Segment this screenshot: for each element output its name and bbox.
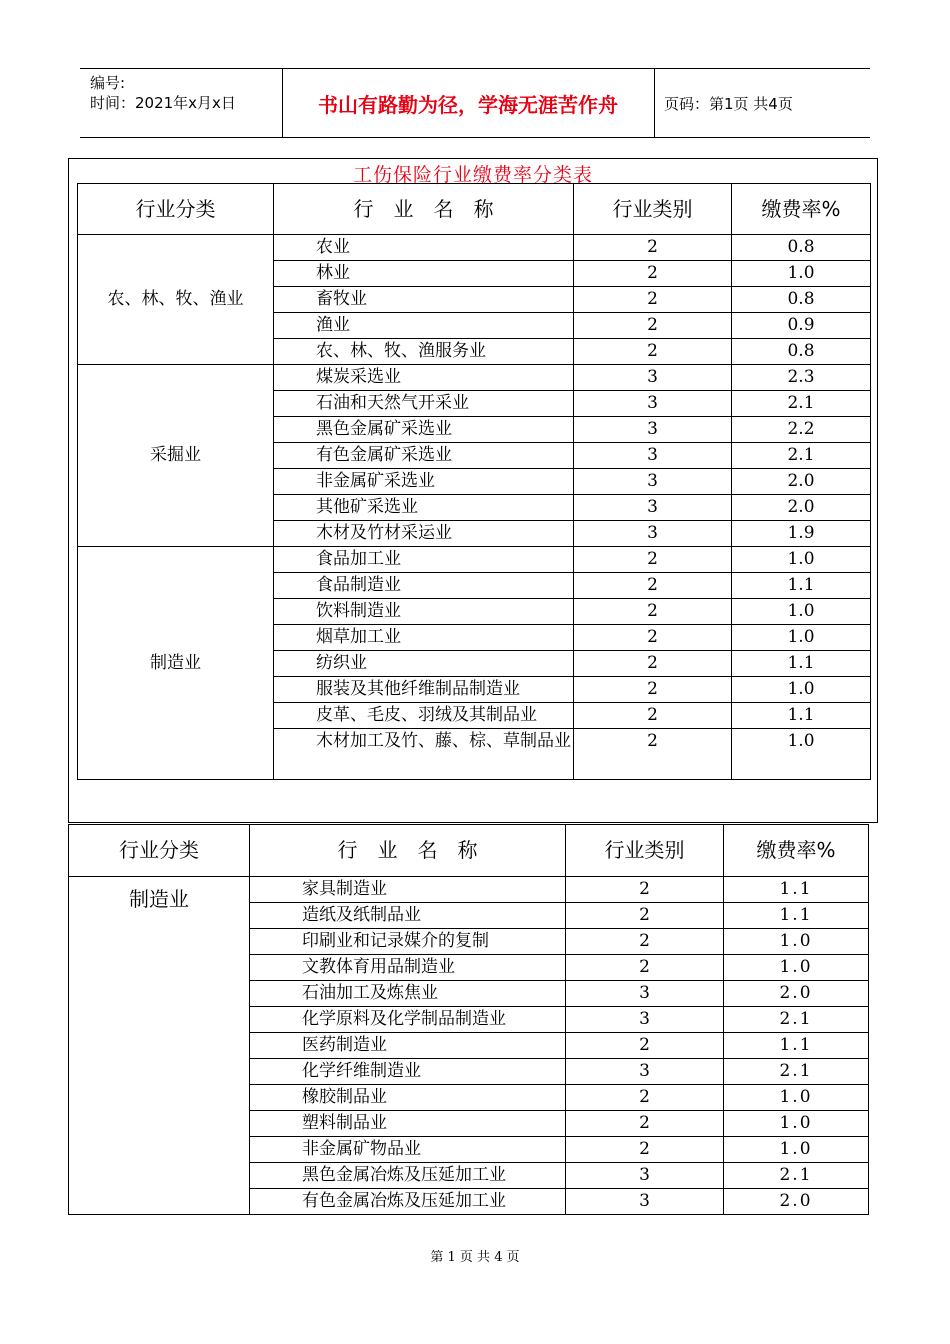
industry-class-cell: 2	[566, 1137, 724, 1163]
industry-name-cell: 食品加工业	[274, 547, 574, 573]
industry-name-cell: 黑色金属冶炼及压延加工业	[250, 1163, 566, 1189]
rate-cell: 2.1	[724, 1163, 869, 1189]
industry-name-cell: 渔业	[274, 313, 574, 339]
industry-class-cell: 2	[574, 261, 732, 287]
industry-class-cell: 2	[566, 1085, 724, 1111]
rate-cell: 1.0	[732, 599, 871, 625]
category-cell: 采掘业	[78, 365, 274, 547]
industry-name-cell: 非金属矿物品业	[250, 1137, 566, 1163]
industry-class-cell: 3	[574, 469, 732, 495]
industry-name-cell: 饮料制造业	[274, 599, 574, 625]
rate-cell: 1.0	[724, 1111, 869, 1137]
industry-class-cell: 2	[566, 903, 724, 929]
rate-cell: 1.0	[732, 729, 871, 780]
table-row	[78, 547, 871, 573]
table1-header-row	[78, 184, 871, 235]
col-header-class: 行业类别	[566, 825, 724, 877]
col-header-rate: 缴费率%	[732, 184, 871, 235]
table-row	[78, 235, 871, 261]
rate-cell: 2.3	[732, 365, 871, 391]
industry-name-cell: 农业	[274, 235, 574, 261]
industry-name-cell: 有色金属冶炼及压延加工业	[250, 1189, 566, 1215]
industry-class-cell: 2	[566, 1033, 724, 1059]
page-footer: 第 1 页 共 4 页	[430, 1250, 520, 1265]
industry-class-cell: 3	[574, 365, 732, 391]
industry-class-cell: 3	[574, 391, 732, 417]
rate-cell: 1.1	[724, 877, 869, 903]
industry-name-cell: 有色金属矿采选业	[274, 443, 574, 469]
rate-cell: 2.2	[732, 417, 871, 443]
rate-cell: 1.9	[732, 521, 871, 547]
industry-class-cell: 2	[566, 955, 724, 981]
table2-header-row	[69, 825, 869, 877]
col-header-name: 行 业 名 称	[274, 184, 574, 235]
industry-class-cell: 2	[566, 1111, 724, 1137]
category-cell: 农、林、牧、渔业	[78, 235, 274, 365]
rate-table-2	[68, 824, 869, 1215]
rate-cell: 2.0	[724, 1189, 869, 1215]
industry-class-cell: 2	[566, 877, 724, 903]
industry-name-cell: 食品制造业	[274, 573, 574, 599]
industry-name-cell: 林业	[274, 261, 574, 287]
col-header-category: 行业分类	[78, 184, 274, 235]
industry-class-cell: 2	[574, 547, 732, 573]
industry-name-cell: 皮革、毛皮、羽绒及其制品业	[274, 703, 574, 729]
industry-name-cell: 造纸及纸制品业	[250, 903, 566, 929]
industry-name-cell: 畜牧业	[274, 287, 574, 313]
industry-class-cell: 2	[574, 573, 732, 599]
industry-name-cell: 印刷业和记录媒介的复制	[250, 929, 566, 955]
category-cell: 制造业	[69, 877, 250, 1215]
table-row	[69, 877, 869, 903]
rate-cell: 2.1	[732, 391, 871, 417]
industry-name-cell: 石油加工及炼焦业	[250, 981, 566, 1007]
industry-name-cell: 黑色金属矿采选业	[274, 417, 574, 443]
industry-name-cell: 文教体育用品制造业	[250, 955, 566, 981]
header-page-label: 页码：第1页 共4页	[664, 94, 793, 113]
rate-cell: 0.8	[732, 287, 871, 313]
rate-cell: 2.0	[724, 981, 869, 1007]
industry-class-cell: 2	[574, 651, 732, 677]
industry-class-cell: 3	[566, 1007, 724, 1033]
rate-cell: 1.0	[732, 547, 871, 573]
industry-name-cell: 医药制造业	[250, 1033, 566, 1059]
industry-class-cell: 3	[574, 495, 732, 521]
industry-class-cell: 2	[566, 929, 724, 955]
rate-cell: 2.0	[732, 495, 871, 521]
rate-cell: 2.0	[732, 469, 871, 495]
header-slogan: 书山有路勤为径，学海无涯苦作舟	[282, 69, 655, 137]
industry-class-cell: 2	[574, 677, 732, 703]
rate-cell: 2.1	[732, 443, 871, 469]
industry-name-cell: 化学原料及化学制品制造业	[250, 1007, 566, 1033]
header-meta	[80, 69, 283, 137]
time-label: 时间：2021年x月x日	[90, 94, 236, 112]
document-header	[80, 68, 870, 138]
rate-cell: 2.1	[724, 1007, 869, 1033]
industry-class-cell: 2	[574, 703, 732, 729]
industry-name-cell: 木材加工及竹、藤、棕、草制品业	[274, 729, 574, 780]
industry-name-cell: 非金属矿采选业	[274, 469, 574, 495]
industry-name-cell: 家具制造业	[250, 877, 566, 903]
rate-cell: 1.0	[724, 1137, 869, 1163]
industry-class-cell: 2	[574, 625, 732, 651]
industry-class-cell: 3	[574, 443, 732, 469]
industry-class-cell: 3	[566, 1189, 724, 1215]
industry-class-cell: 2	[574, 339, 732, 365]
industry-name-cell: 农、林、牧、渔服务业	[274, 339, 574, 365]
col-header-name: 行 业 名 称	[250, 825, 566, 877]
category-cell: 制造业	[78, 547, 274, 780]
col-header-category: 行业分类	[69, 825, 250, 877]
industry-class-cell: 2	[574, 599, 732, 625]
industry-class-cell: 3	[574, 521, 732, 547]
rate-cell: 1.1	[732, 703, 871, 729]
industry-class-cell: 2	[574, 287, 732, 313]
industry-class-cell: 2	[574, 729, 732, 780]
rate-cell: 1.0	[724, 1085, 869, 1111]
industry-name-cell: 纺织业	[274, 651, 574, 677]
rate-cell: 0.9	[732, 313, 871, 339]
industry-class-cell: 3	[566, 1059, 724, 1085]
industry-class-cell: 3	[566, 981, 724, 1007]
rate-cell: 1.1	[732, 573, 871, 599]
col-header-rate: 缴费率%	[724, 825, 869, 877]
rate-cell: 0.8	[732, 235, 871, 261]
industry-name-cell: 石油和天然气开采业	[274, 391, 574, 417]
table1-title: 工伤保险行业缴费率分类表	[352, 164, 593, 186]
industry-name-cell: 服装及其他纤维制品制造业	[274, 677, 574, 703]
industry-name-cell: 煤炭采选业	[274, 365, 574, 391]
rate-cell: 2.1	[724, 1059, 869, 1085]
industry-name-cell: 橡胶制品业	[250, 1085, 566, 1111]
col-header-class: 行业类别	[574, 184, 732, 235]
industry-name-cell: 其他矿采选业	[274, 495, 574, 521]
rate-cell: 1.0	[732, 677, 871, 703]
table-row	[78, 365, 871, 391]
rate-cell: 1.0	[724, 955, 869, 981]
rate-cell: 1.0	[724, 929, 869, 955]
industry-name-cell: 化学纤维制造业	[250, 1059, 566, 1085]
rate-cell: 1.0	[732, 625, 871, 651]
rate-table-1	[77, 183, 871, 780]
industry-class-cell: 2	[574, 235, 732, 261]
rate-cell: 1.1	[732, 651, 871, 677]
industry-name-cell: 木材及竹材采运业	[274, 521, 574, 547]
rate-cell: 1.1	[724, 1033, 869, 1059]
rate-cell: 1.0	[732, 261, 871, 287]
serial-label: 编号:	[90, 74, 126, 92]
industry-class-cell: 3	[574, 417, 732, 443]
industry-class-cell: 3	[566, 1163, 724, 1189]
rate-cell: 1.1	[724, 903, 869, 929]
industry-class-cell: 2	[574, 313, 732, 339]
industry-name-cell: 烟草加工业	[274, 625, 574, 651]
rate-cell: 0.8	[732, 339, 871, 365]
industry-name-cell: 塑料制品业	[250, 1111, 566, 1137]
